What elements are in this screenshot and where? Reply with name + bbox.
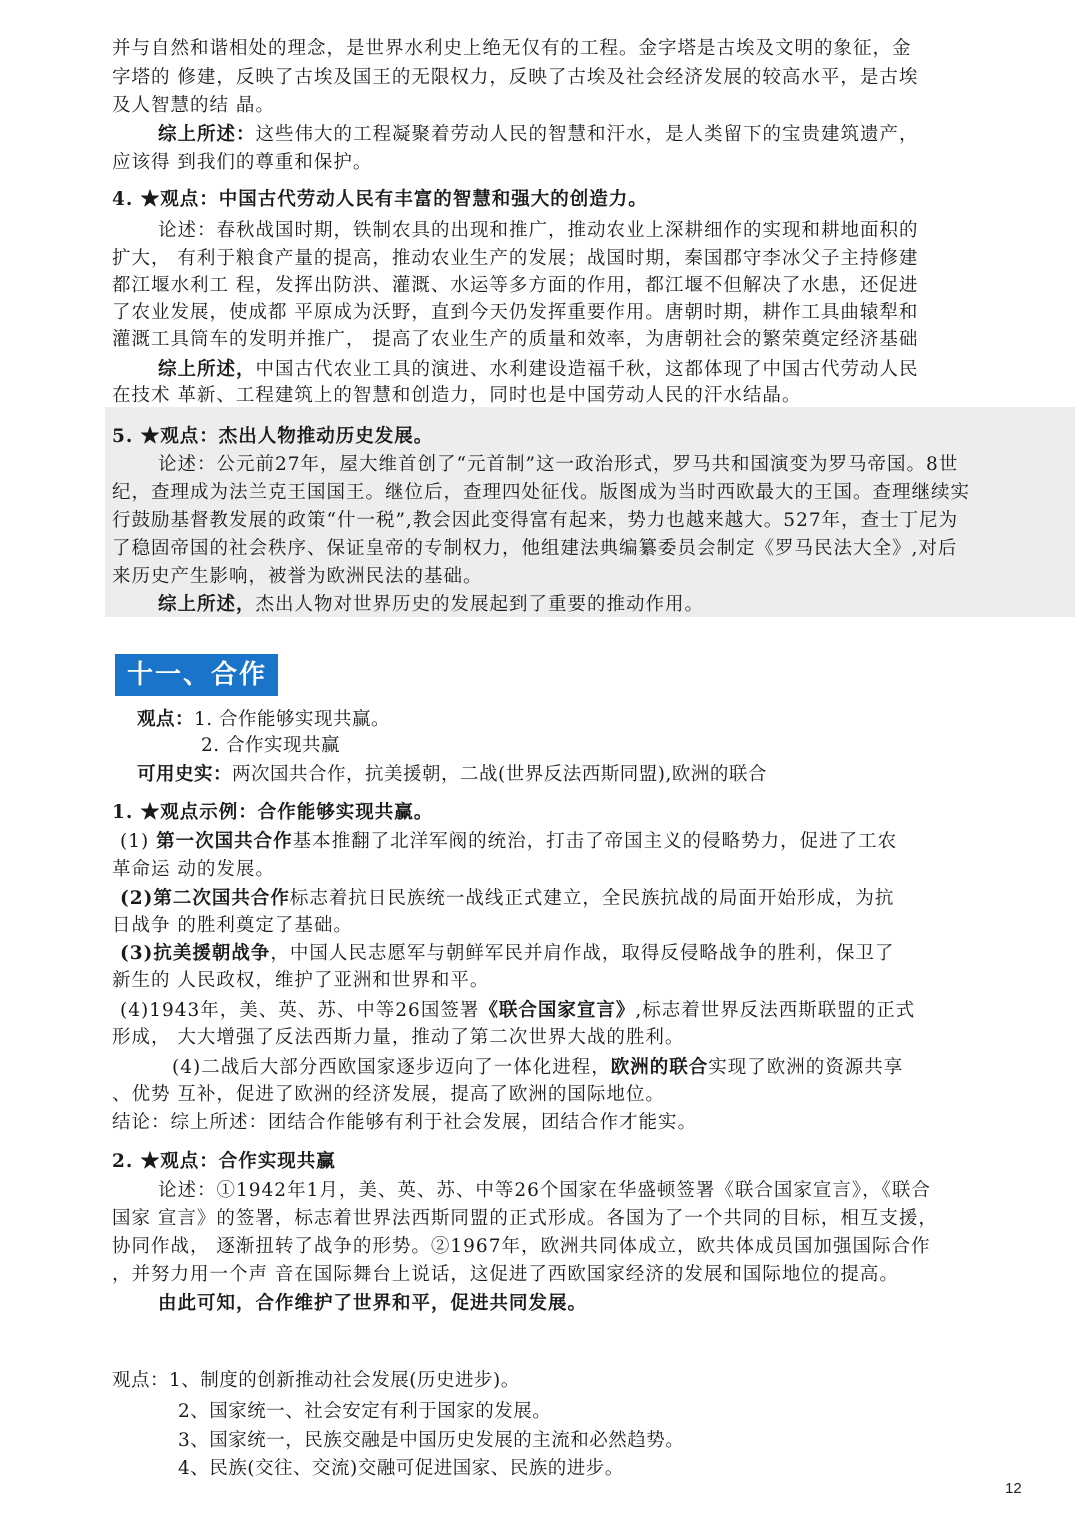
item-number: (3) (120, 943, 154, 964)
text-line: 国家 宣言》的签署，标志着世界法西斯同盟的正式形成。各国为了一个共同的目标，相互支援， (112, 1208, 938, 1229)
summary-line (158, 356, 1078, 384)
item-keyword: 抗美援朝战争 (153, 943, 271, 964)
item-keyword: 第二次国共合作 (153, 888, 290, 909)
view-line (112, 1367, 1032, 1395)
example-heading-1: 1. ★观点示例：合作能够实现共赢。 (112, 802, 434, 823)
facts-text: 两次国共合作，抗美援朝，二战(世界反法西斯同盟),欧洲的联合 (232, 764, 767, 785)
summary-line (158, 591, 1078, 619)
text-line: 及人智慧的结 晶。 (112, 95, 275, 116)
view-label: 观点： (137, 709, 195, 730)
view-item: 3、国家统一，民族交融是中国历史发展的主流和必然趋势。 (178, 1430, 685, 1451)
page-number: 12 (1005, 1480, 1022, 1497)
view-item: 2. 合作实现共赢 (201, 735, 341, 756)
summary-line (158, 121, 1078, 149)
conclusion-line: 结论：综上所述：团结合作能够有利于社会发展，团结合作才能实。 (112, 1112, 698, 1133)
section-heading: 十一、合作 (115, 654, 278, 696)
text-line: 字塔的 修建，反映了古埃及国王的无限权力，反映了古埃及社会经济发展的较高水平，是古埃 (112, 67, 919, 88)
text-line: 来历史产生影响，被誉为欧洲民法的基础。 (112, 566, 483, 587)
item-text: 实现了欧洲的资源共享 (708, 1057, 904, 1078)
summary-text: 这些伟大的工程凝聚着劳动人民的智慧和汗水，是人类留下的宝贵建筑遗产， (255, 124, 919, 145)
example-item (120, 828, 1040, 856)
item-text: ，中国人民志愿军与朝鲜军民并肩作战，取得反侵略战争的胜利，保卫了 (270, 943, 895, 964)
text-line: 了稳固帝国的社会秩序、保证皇帝的专制权力，他组建法典编纂委员会制定《罗马民法大全》,对后 (112, 538, 958, 559)
section-view-line (137, 706, 1057, 734)
text-line: 都江堰水利工 程，发挥出防洪、灌溉、水运等多方面的作用，都江堰不但解决了水患，还促进 (112, 275, 919, 296)
text-line: 革命运 动的发展。 (112, 859, 275, 880)
item-text: 基本推翻了北洋军阀的统治，打击了帝国主义的侵略势力，促进了工农 (292, 831, 898, 852)
example-heading-2: 2. ★观点：合作实现共赢 (112, 1151, 336, 1172)
item-text: (4)二战后大部分西欧国家逐步迈向了一体化进程， (172, 1057, 611, 1078)
example-item (172, 1054, 1080, 1082)
item-number: (1) (120, 831, 150, 852)
item-number: (2) (120, 888, 154, 909)
item-keyword: 欧洲的联合 (610, 1057, 709, 1078)
view-label: 观点： (112, 1370, 170, 1391)
text-line: 应该得 到我们的尊重和保护。 (112, 152, 373, 173)
summary-label: 综上所述： (158, 124, 256, 145)
text-line: 协同作战， 逐渐扭转了战争的形势。②1967年，欧洲共同体成立，欧共体成员国加强国际合作 (112, 1236, 931, 1257)
text-line: 论述：公元前27年，屋大维首创了“元首制”这一政治形式，罗马共和国演变为罗马帝国。8世 (158, 454, 959, 475)
text-line: 了农业发展，使成都 平原成为沃野，直到今天仍发挥重要作用。唐朝时期，耕作工具曲辕犁和 (112, 302, 919, 323)
text-line: 形成， 大大增强了反法西斯力量，推动了第二次世界大战的胜利。 (112, 1027, 685, 1048)
facts-line (137, 761, 1057, 789)
text-line: 论述：①1942年1月，美、英、苏、中等26个国家在华盛顿签署《联合国家宣言》，《联合 (158, 1180, 931, 1201)
view-item: 1. 合作能够实现共赢。 (194, 709, 391, 730)
summary-label: 综上所述， (158, 359, 256, 380)
facts-label: 可用史实： (137, 764, 233, 785)
example-item (120, 940, 1040, 968)
text-line: 、优势 互补，促进了欧洲的经济发展，提高了欧洲的国际地位。 (112, 1084, 665, 1105)
text-line: 扩大， 有利于粮食产量的提高，推动农业生产的发展；战国时期，秦国郡守李冰父子主持修建 (112, 248, 919, 269)
item-keyword: 《联合国家宣言》 (479, 1000, 636, 1021)
summary-line: 由此可知，合作维护了世界和平，促进共同发展。 (158, 1293, 588, 1314)
example-item (120, 997, 1040, 1025)
view-item: 1、制度的创新推动社会发展(历史进步)。 (169, 1370, 520, 1391)
text-line: ，并努力用一个声 音在国际舞台上说话，这促进了西欧国家经济的发展和国际地位的提高。 (112, 1264, 899, 1285)
text-line: 并与自然和谐相处的理念，是世界水利史上绝无仅有的工程。金字塔是古埃及文明的象征，金 (112, 38, 912, 59)
item-keyword: 第一次国共合作 (156, 831, 293, 852)
item-text: ,标志着世界反法西斯联盟的正式 (635, 1000, 916, 1021)
text-line: 纪，查理成为法兰克王国国王。继位后，查理四处征伐。版图成为当时西欧最大的王国。查理继续实 (112, 482, 971, 503)
summary-text: 中国古代农业工具的演进、水利建设造福千秋，这都体现了中国古代劳动人民 (255, 359, 919, 380)
summary-text: 杰出人物对世界历史的发展起到了重要的推动作用。 (255, 594, 705, 615)
point-heading-5: 5. ★观点：杰出人物推动历史发展。 (112, 426, 434, 447)
text-line: 新生的 人民政权，维护了亚洲和世界和平。 (112, 970, 490, 991)
item-text: 标志着抗日民族统一战线正式建立，全民族抗战的局面开始形成，为抗 (289, 888, 895, 909)
view-item: 4、民族(交往、交流)交融可促进国家、民族的进步。 (178, 1458, 624, 1479)
text-line: 行鼓励基督教发展的政策“什一税”,教会因此变得富有起来，势力也越来越大。527年，查士丁尼为 (112, 510, 959, 531)
text-line: 日战争 的胜利奠定了基础。 (112, 915, 353, 936)
text-line: 论述：春秋战国时期，铁制农具的出现和推广，推动农业上深耕细作的实现和耕地面积的 (158, 220, 919, 241)
item-text: (4)1943年，美、英、苏、中等26国签署 (120, 1000, 480, 1021)
point-heading-4: 4. ★观点：中国古代劳动人民有丰富的智慧和强大的创造力。 (112, 189, 648, 210)
example-item (120, 885, 1040, 913)
summary-label: 综上所述， (158, 594, 256, 615)
text-line: 灌溉工具筒车的发明并推广， 提高了农业生产的质量和效率，为唐朝社会的繁荣奠定经济基础 (112, 329, 919, 350)
view-item: 2、国家统一、社会安定有利于国家的发展。 (178, 1401, 552, 1422)
text-line: 在技术 革新、工程建筑上的智慧和创造力，同时也是中国劳动人民的汗水结晶。 (112, 385, 802, 406)
